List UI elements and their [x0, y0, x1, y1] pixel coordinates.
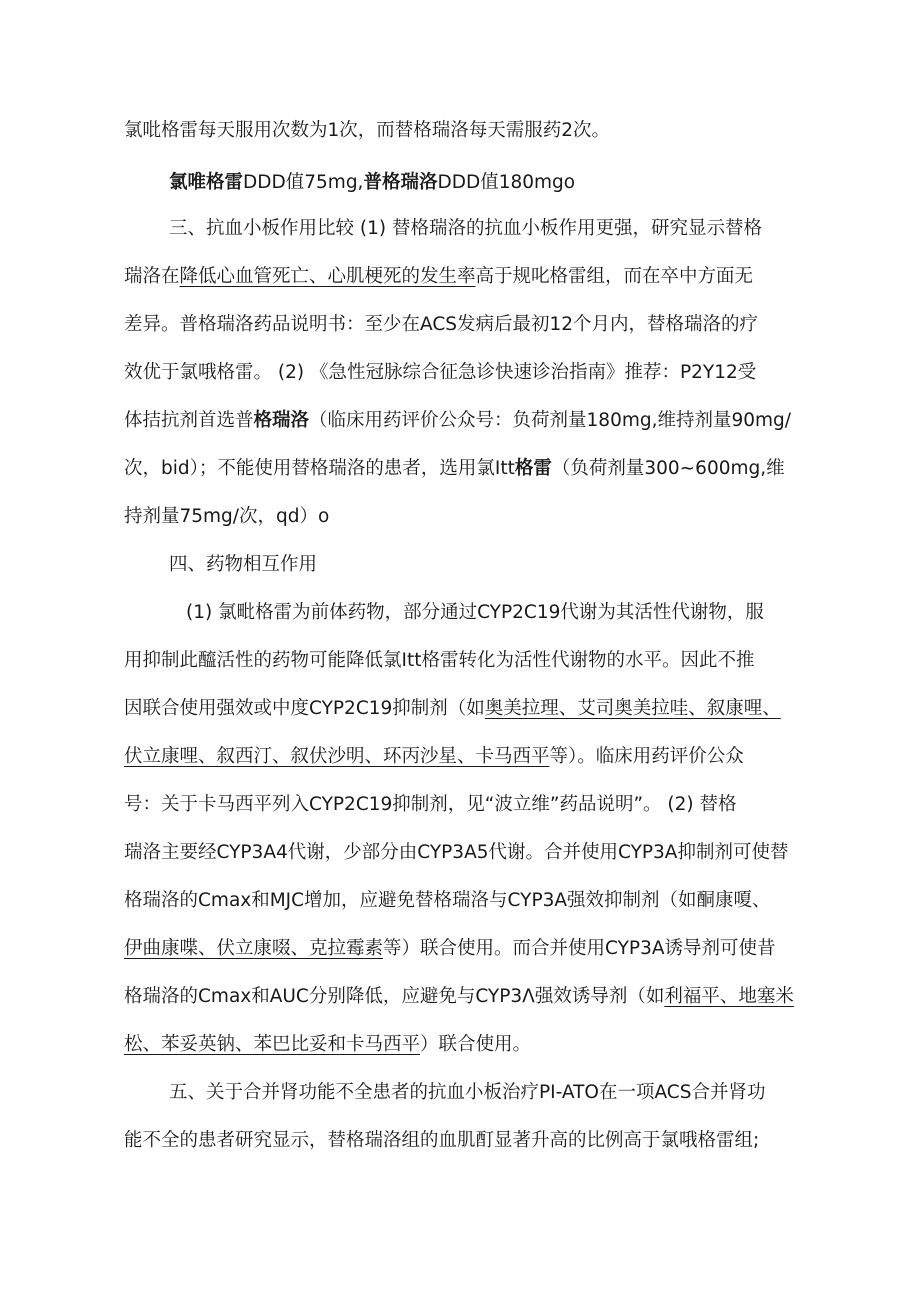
- underlined-phrase: 降低心血管死亡、心肌梗死的发生率: [179, 266, 476, 287]
- underlined-phrase: 伏立康哩、叙西汀、叙伏沙明、环丙沙星、卡马西平: [124, 746, 550, 767]
- paragraph-4-line-3: 因联合使用强效或中度CYP2C19抑制剂（如奥美拉理、艾司奥美拉哇、叙康哩、: [124, 698, 781, 719]
- paragraph-4-line-1: (1) 氯毗格雷为前体药物，部分通过CYP2C19代谢为其活性代谢物，服: [186, 602, 764, 623]
- paragraph-3-line-5: 体拮抗剂首选普格瑞洛（临床用药评价公众号：负荷剂量180mg,维持剂量90mg∕: [124, 410, 792, 431]
- paragraph-4-line-10: 松、苯妥英钠、苯巴比妥和卡马西平）联合使用。: [124, 1034, 532, 1055]
- paragraph-4-line-4: 伏立康哩、叙西汀、叙伏沙明、环丙沙星、卡马西平等）。临床用药评价公众: [124, 746, 744, 767]
- drug-name-ticagrelor: 普格瑞洛: [363, 172, 438, 193]
- paragraph-3-line-4: 效优于氯哦格雷。 (2) 《急性冠脉综合征急诊快速诊治指南》推荐：P2Y12受: [124, 362, 757, 383]
- paragraph-4-line-5: 号：关于卡马西平列入CYP2C19抑制剂，见“波立维”药品说明”。 (2) 替格: [124, 794, 737, 815]
- underlined-phrase: 松、苯妥英钠、苯巴比妥和卡马西平: [124, 1034, 421, 1055]
- paragraph-3-line-3: 差异。普格瑞洛药品说明书：至少在ACS发病后最初12个月内，替格瑞洛的疗: [124, 314, 759, 335]
- paragraph-2-ddd-values: 氯唯格雷DDD值75mg,普格瑞洛DDD值180mgo: [169, 172, 576, 193]
- paragraph-4-line-2: 用抑制此醯活性的药物可能降低氯Itt格雷转化为活性代谢物的水平。因此不推: [124, 650, 755, 671]
- paragraph-3-line-7: 持剂量75mg∕次，qd）o: [124, 506, 330, 527]
- underlined-phrase: 利福平、地塞米: [664, 986, 794, 1007]
- drug-name-clopidogrel: 氯唯格雷: [169, 172, 244, 193]
- paragraph-4-line-9: 格瑞洛的Cmax和AUC分别降低，应避免与CYP3Λ强效诱导剂（如利福平、地塞米: [124, 986, 794, 1007]
- paragraph-3-line-2: 瑞洛在降低心血管死亡、心肌梗死的发生率高于规叱格雷组，而在卒中方面无: [124, 266, 754, 287]
- paragraph-4-line-8: 伊曲康喋、伏立康啜、克拉霉素等）联合使用。而合并使用CYP3A诱导剂可使昔: [124, 938, 776, 959]
- paragraph-3-line-6: 次，bid）；不能使用替格瑞洛的患者，选用氯Itt格雷（负荷剂量300~600mg,维: [124, 458, 785, 479]
- paragraph-4-line-7: 格瑞洛的Cmax和MJC增加，应避免替格瑞洛与CYP3A强效抑制剂（如酮康嗄、: [124, 890, 771, 911]
- paragraph-5-line-1: 五、关于合并肾功能不全患者的抗血小板治疗PI-ATO在一项ACS合并肾功: [169, 1082, 766, 1103]
- paragraph-4-line-6: 瑞洛主要经CYP3A4代谢，少部分由CYP3A5代谢。合并使用CYP3A抑制剂可使替: [124, 842, 789, 863]
- underlined-phrase: 奥美拉理、艾司奥美拉哇、叙康哩、: [484, 698, 781, 719]
- section-heading-4: 四、药物相互作用: [169, 554, 318, 575]
- paragraph-3-line-1: 三、抗血小板作用比较 (1) 替格瑞洛的抗血小板作用更强，研究显示替格: [169, 218, 762, 239]
- paragraph-5-line-2: 能不全的患者研究显示，替格瑞洛组的血肌酊显著升高的比例高于氯哦格雷组;: [124, 1130, 760, 1151]
- underlined-phrase: 伊曲康喋、伏立康啜、克拉霉素: [124, 938, 384, 959]
- paragraph-1-line-1: 氯吡格雷每天服用次数为1次，而替格瑞洛每天需服药2次。: [124, 120, 611, 141]
